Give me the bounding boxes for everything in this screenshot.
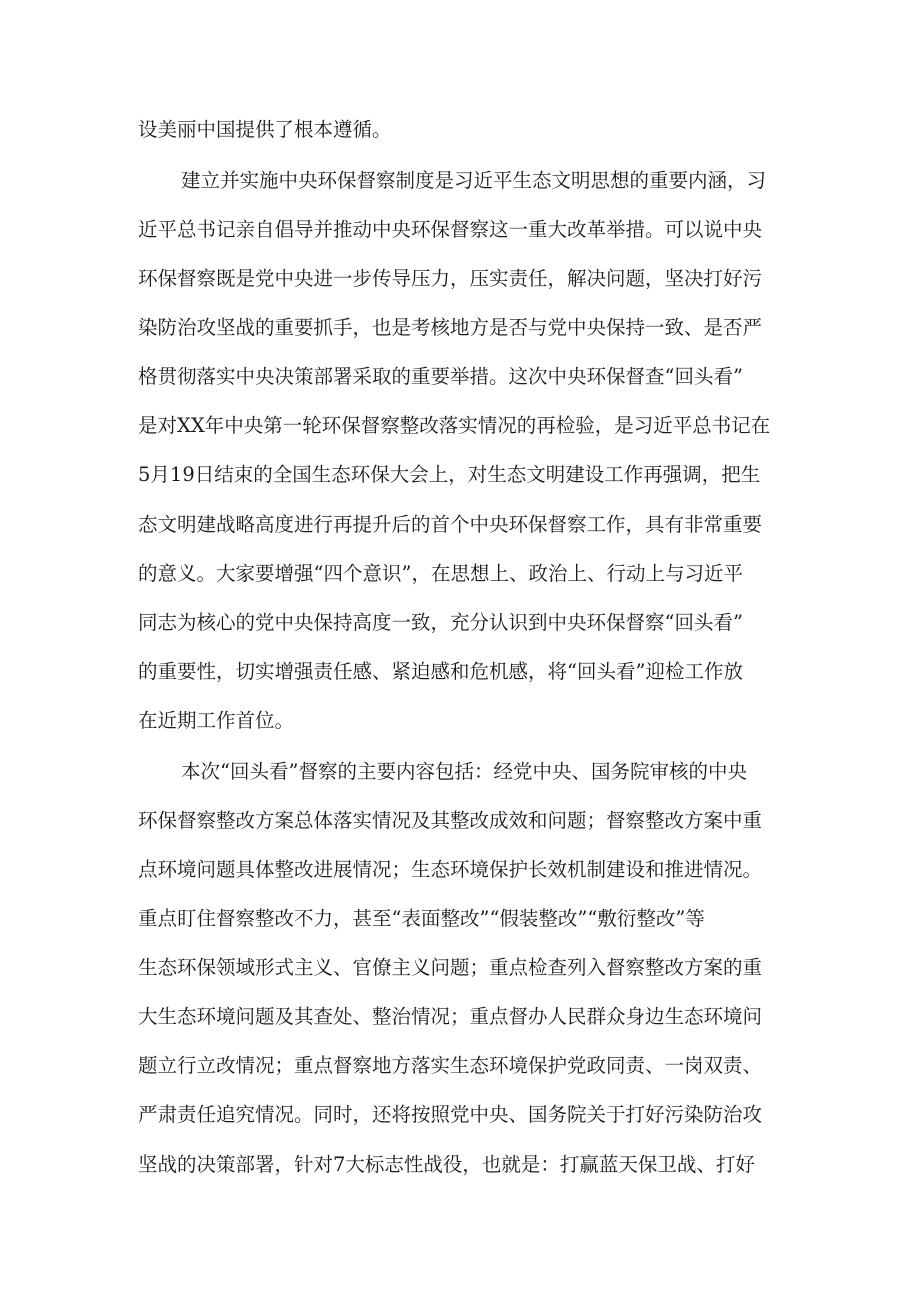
text-line: 近平总书记亲自倡导并推动中央环保督察这一重大改革举措。可以说中央: [138, 218, 763, 241]
text-line: 是对XX年中央第一轮环保督察整改落实情况的再检验，是习近平总书记在: [138, 414, 771, 437]
text-line: 的意义。大家要增强“四个意识”，在思想上、政治上、行动上与习近平: [138, 562, 743, 585]
text-line: 5月19日结束的全国生态环保大会上，对生态文明建设工作再强调，把生: [138, 463, 761, 486]
text-line: 在近期工作首位。: [138, 709, 295, 732]
text-line: 的重要性，切实增强责任感、紧迫感和危机感，将“回头看”迎检工作放: [138, 660, 743, 683]
text-line: 染防治攻坚战的重要抓手，也是考核地方是否与党中央保持一致、是否严: [138, 316, 763, 339]
text-line: 同志为核心的党中央保持高度一致，充分认识到中央环保督察“回头看”: [138, 611, 743, 634]
text-line: 严肃责任追究情况。同时，还将按照党中央、国务院关于打好污染防治攻: [138, 1103, 763, 1126]
text-line: 重点盯住督察整改不力，甚至“表面整改”“假装整改”“敷衍整改”等: [138, 907, 705, 930]
paragraph-first-line: 本次“回头看”督察的主要内容包括：经党中央、国务院审核的中央: [181, 760, 747, 783]
paragraph-first-line: 建立并实施中央环保督察制度是习近平生态文明思想的重要内涵，习: [181, 169, 767, 192]
text-line: 设美丽中国提供了根本遵循。: [138, 118, 392, 141]
text-line: 坚战的决策部署，针对7大标志性战役，也就是：打赢蓝天保卫战、打好: [138, 1153, 755, 1176]
text-line: 生态环保领域形式主义、官僚主义问题；重点检查列入督察整改方案的重: [138, 956, 763, 979]
text-line: 题立行立改情况；重点督察地方落实生态环境保护党政同责、一岗双责、: [138, 1054, 763, 1077]
text-line: 格贯彻落实中央决策部署采取的重要举措。这次中央环保督查“回头看”: [138, 365, 743, 388]
text-line: 态文明建战略高度进行再提升后的首个中央环保督察工作，具有非常重要: [138, 513, 763, 536]
text-line: 环保督察既是党中央进一步传导压力，压实责任，解决问题，坚决打好污: [138, 267, 763, 290]
text-line: 点环境问题具体整改进展情况；生态环境保护长效机制建设和推进情况。: [138, 858, 763, 881]
text-line: 大生态环境问题及其查处、整治情况；重点督办人民群众身边生态环境问: [138, 1005, 763, 1028]
text-line: 环保督察整改方案总体落实情况及其整改成效和问题；督察整改方案中重: [138, 809, 763, 832]
